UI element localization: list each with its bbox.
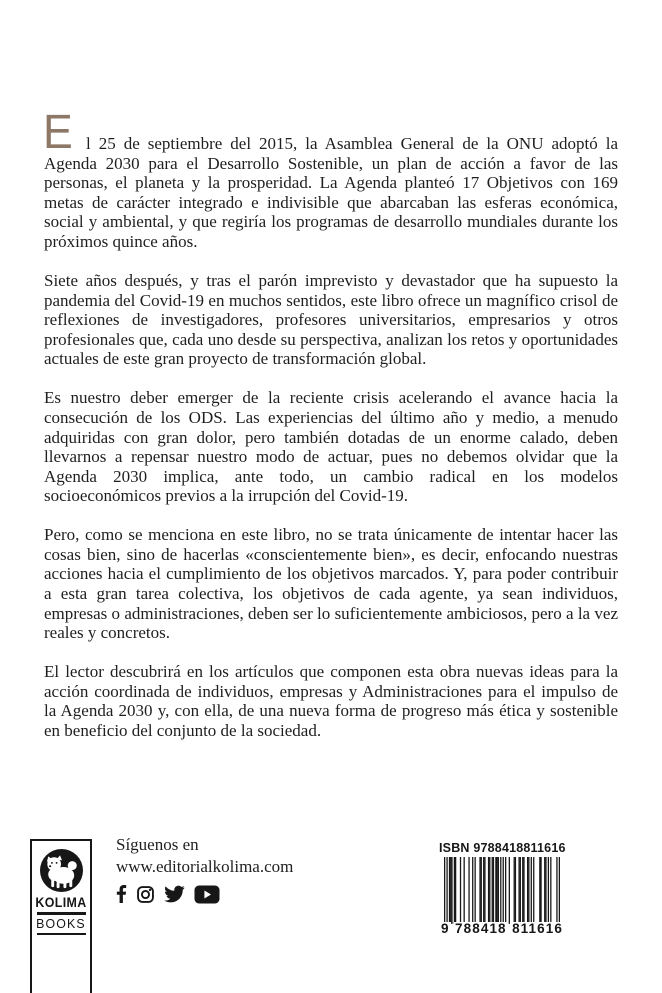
publisher-brand-name: KOLIMA xyxy=(35,895,87,910)
social-icons-row xyxy=(116,884,293,904)
publisher-logo xyxy=(30,839,92,993)
isbn-group-right: 811616 xyxy=(512,921,563,936)
instagram-icon xyxy=(136,885,155,904)
isbn-group-left: 788418 xyxy=(455,921,507,936)
isbn-lead-digit: 9 xyxy=(441,921,450,936)
publisher-brand-sub: BOOKS xyxy=(36,915,86,931)
synopsis-paragraph-2: Siete años después, y tras el parón imprevisto y devastador que ha supuesto la pandemia del Covid-19 en muchos sentidos, este libro ofrece un magnífico crisol de reflexiones de investigadores, profesores universitarios, empresarios y otros profesionales que, cada uno desde su perspectiva, analizan los retos y oportunidades actuales de este gran proyecto de transformación global. xyxy=(44,270,618,369)
kolima-dog-icon xyxy=(40,849,83,892)
isbn-block xyxy=(439,841,565,936)
isbn-label: ISBN 9788418811616 xyxy=(439,841,566,855)
twitter-icon xyxy=(164,885,185,903)
logo-divider xyxy=(37,912,86,915)
follow-label: Síguenos en xyxy=(116,835,199,854)
synopsis-paragraph-1: l 25 de septiembre del 2015, la Asamblea General de la ONU adoptó la Agenda 2030 para el Desarrollo Sostenible, un plan de acción a favor de las personas, el planeta y la prosperidad. La Agenda planteó 17 Objetivos con 169 metas de carácter integrado e indivisible que abarcaban las esferas económica, social y ambiental, y que regiría los programas de desarrollo mundiales durante los próximos quince años. xyxy=(44,134,618,251)
synopsis-paragraph-4: Pero, como se menciona en este libro, no se trata únicamente de intentar hacer las cosas bien, sino de hacerlas «conscientemente bien», es decir, enfocando nuestras acciones hacia el cumplimiento de los objetivos marcados. Y, para poder contribuir a esta gran tarea colectiva, los objetivos de cada agente, ya sean individuos, empresas o administraciones, deben ser lo suficientemente ambiciosos, pero a la vez reales y concretos. xyxy=(44,525,618,643)
synopsis-paragraph-5: El lector descubrirá en los artículos que componen esta obra nuevas ideas para la acción coordinada de individuos, empresas y Administraciones para el impulso de la Agenda 2030 y, con ella, de una nueva forma de progreso más ética y sostenible en beneficio del conjunto de la sociedad. xyxy=(44,662,618,740)
isbn-digits xyxy=(439,922,565,936)
youtube-icon xyxy=(194,885,220,904)
logo-divider xyxy=(37,933,86,935)
publisher-website: www.editorialkolima.com xyxy=(116,856,294,876)
synopsis-paragraph-3: Es nuestro deber emerger de la reciente crisis acelerando el avance hacia la consecución de los ODS. Las experiencias del último año y medio, a menudo adquiridas con gran dolor, pero también dotadas de un enorme calado, deben llevarnos a repensar nuestro modo de actuar, pues no debemos olvidar que la Agenda 2030 implica, ante todo, un cambio radical en los modelos socioeconómicos previos a la irrupción del Covid-19. xyxy=(44,388,618,506)
synopsis xyxy=(44,134,618,760)
follow-section xyxy=(116,834,293,904)
facebook-icon xyxy=(116,884,127,904)
dropcap-letter: E xyxy=(43,106,73,159)
